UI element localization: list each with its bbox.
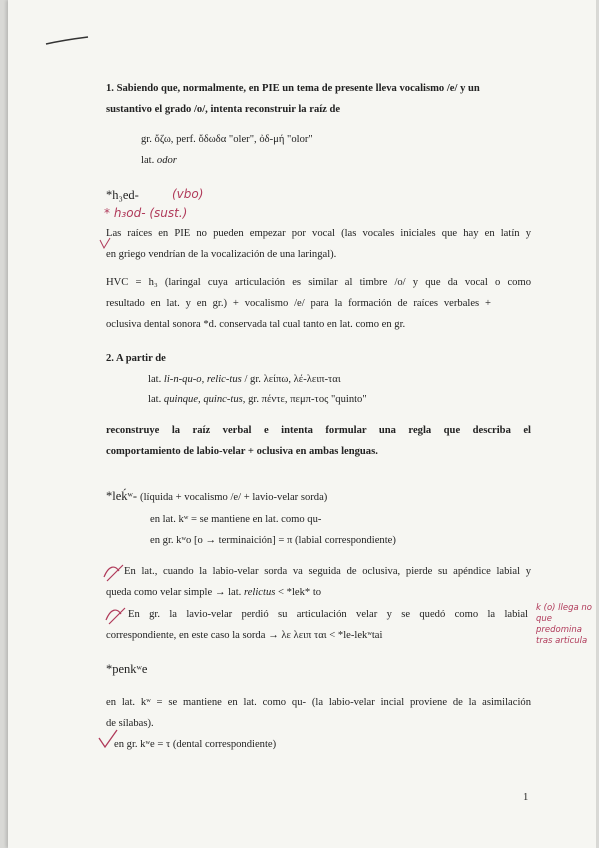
q2-rule-a-line1: En lat., cuando la labio-velar sorda va seguida de oclusiva, pierde su apéndice labial y: [124, 566, 531, 577]
q1-root-note: (vbo): [172, 187, 204, 201]
q1-greek-forms: gr. ὄζω, perf. ὄδωδα "oler", ὀδ-μή "olor": [141, 134, 313, 145]
q1-heading-line2: sustantivo el grado /o/, intenta reconstruir la raíz de: [106, 104, 341, 115]
q1-para1-line2: en griego vendrían de la vocalización de una laringal).: [106, 249, 337, 260]
q2-line1-prefix: lat.: [148, 374, 162, 385]
q2-line2-italic: quinque, quinc-tus,: [163, 394, 246, 405]
latin-word: odor: [156, 155, 177, 166]
q2-root2: *penkʷe: [106, 662, 148, 676]
q2-form-line1: [148, 373, 341, 387]
q2-task-line2: comportamiento de labio-velar + oclusiva en ambas lenguas.: [106, 446, 378, 457]
latin-prefix: lat.: [141, 155, 155, 166]
q2-line2-rest: gr. πέντε, πεμπ-τος "quinto": [248, 394, 367, 405]
q2-rule-a-pre: queda como velar simple → lat.: [106, 587, 242, 598]
q1-root-alt: * h₃od- (sust.): [104, 206, 188, 220]
page-number: 1: [523, 792, 529, 803]
q1-latin-forms: [141, 154, 177, 168]
q2-line1-italic: li-n-qu-o, relic-tus: [163, 374, 242, 385]
q2-rule-b-line1: En gr. la lavio-velar perdió su articulación velar y se quedó como la labial: [128, 609, 528, 620]
document-page: [8, 0, 596, 848]
q2-root1-form: *leḱʷ-: [106, 489, 138, 503]
q2-line1-rest: / gr. λείπω, λέ-λειπ-ται: [244, 374, 341, 385]
q1-para2-line1: HVC = h₃ (laringal cuya articulación es similar al timbre /o/ y que da vocal o como: [106, 277, 531, 288]
margin-note: k (o) llega no que predomina tras articula: [536, 603, 593, 646]
q2-rule-a-line2: [106, 586, 321, 600]
q2-line2-prefix: lat.: [148, 394, 162, 405]
q2-lat-rule: en lat. kʷ = se mantiene en lat. como qu-: [150, 514, 322, 525]
q2-task-line1: reconstruye la raíz verbal e intenta formular una regla que describa el: [106, 425, 531, 436]
q2-gr2: en gr. kʷe = τ (dental correspondiente): [114, 739, 277, 750]
red-mark-b: [103, 604, 129, 626]
q1-root: *h₃ed-: [106, 188, 139, 202]
q2-lat2-line1: en lat. kʷ = se mantiene en lat. como qu- (la labio-velar incial proviene de la asimilación: [106, 697, 531, 708]
q2-root1-desc: (líquida + vocalismo /e/ + lavio-velar sorda): [140, 492, 328, 503]
q1-para2-line2: resultado en lat. y en gr.) + vocalismo /e/ para la formación de raíces verbales +: [106, 298, 491, 309]
pen-stroke: [44, 34, 92, 48]
q2-rule-b-line2: correspondiente, en este caso la sorda → λε λειπ ται < *le-lekʷtai: [106, 630, 383, 641]
q2-form-line2: [148, 393, 367, 407]
q2-heading: 2. A partir de: [106, 353, 166, 364]
q2-lat2-line2: de sílabas).: [106, 718, 154, 729]
q2-rule-a-italic: relictus: [243, 587, 276, 598]
q1-para1-line1: Las raíces en PIE no pueden empezar por vocal (las vocales iniciales que hay en latín y: [106, 228, 531, 239]
q2-root1: [106, 489, 327, 505]
q1-para2-line3: oclusiva dental sonora *d. conservada tal cual tanto en lat. como en gr.: [106, 319, 406, 330]
q2-gr-rule: en gr. kʷo [o → terminaición] = π (labial correspondiente): [150, 535, 396, 546]
q2-rule-a-post: < *lek* to: [278, 587, 322, 598]
q1-heading-line1: 1. Sabiendo que, normalmente, en PIE un tema de presente lleva vocalismo /e/ y un: [106, 83, 480, 94]
